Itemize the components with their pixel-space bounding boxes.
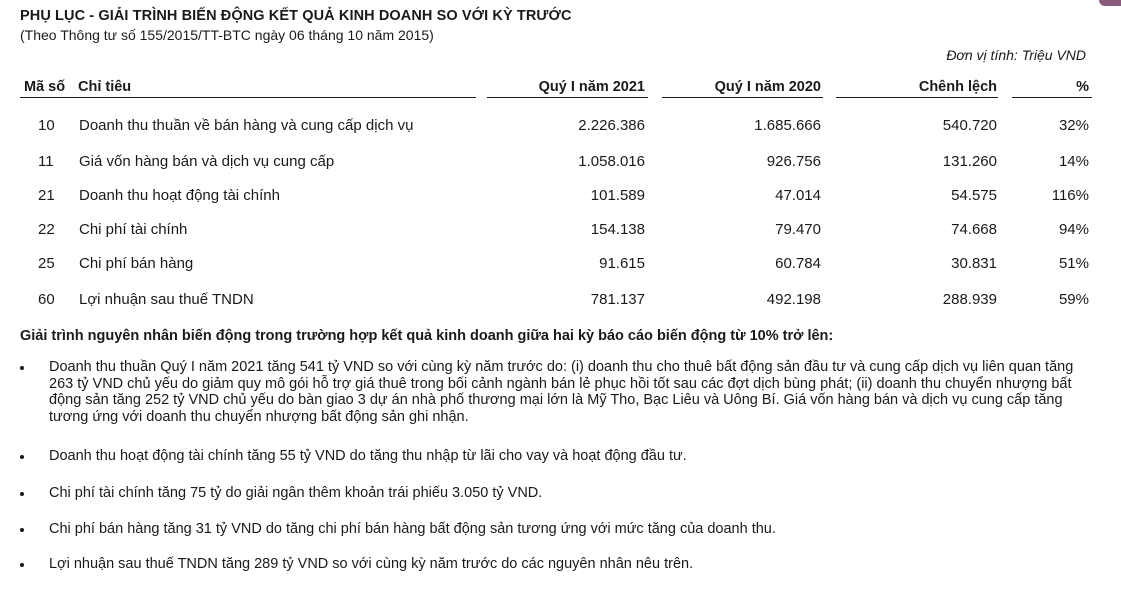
table-row (0, 291, 1121, 315)
row-code: 25 (38, 255, 55, 272)
row-pct: 14% (1058, 153, 1089, 170)
header-underline-q2021 (487, 97, 648, 98)
header-code: Mã số (24, 79, 66, 95)
bullet-icon (20, 563, 24, 567)
row-diff: 74.668 (951, 221, 997, 238)
row-code: 60 (38, 291, 55, 308)
unit-label: Đơn vị tính: Triệu VND (946, 47, 1086, 63)
row-q2020: 926.756 (766, 153, 821, 170)
header-underline-diff (836, 97, 998, 98)
page-title: PHỤ LỤC - GIẢI TRÌNH BIẾN ĐỘNG KẾT QUẢ KINH DOANH SO VỚI KỲ TRƯỚC (20, 8, 572, 24)
list-item (20, 359, 1100, 429)
row-code: 22 (38, 221, 55, 238)
row-q2021: 781.137 (590, 291, 645, 308)
bullet-text: Lợi nhuận sau thuế TNDN tăng 289 tỷ VND so với cùng kỳ năm trước do các nguyên nhân nêu trên. (49, 556, 694, 572)
row-q2020: 47.014 (775, 187, 821, 204)
bullet-text: Chi phí bán hàng tăng 31 tỷ VND do tăng chi phí bán hàng bất động sản tương ứng với mức tăng của doanh thu. (49, 521, 776, 537)
table-row (0, 117, 1121, 141)
row-code: 21 (38, 187, 55, 204)
bullet-icon (20, 455, 24, 459)
row-diff: 540.720 (942, 117, 997, 134)
header-underline-pct (1012, 97, 1092, 98)
row-q2020: 492.198 (766, 291, 821, 308)
row-item: Chi phí bán hàng (79, 255, 194, 272)
row-diff: 30.831 (951, 255, 997, 272)
table-row (0, 187, 1121, 211)
row-q2020: 60.784 (775, 255, 821, 272)
row-diff: 288.939 (942, 291, 997, 308)
explanation-title: Giải trình nguyên nhân biến động trong trường hợp kết quả kinh doanh giữa hai kỳ báo cáo biến động từ 10% trở lên: (20, 328, 834, 344)
page-subtitle: (Theo Thông tư số 155/2015/TT-BTC ngày 06 tháng 10 năm 2015) (20, 27, 434, 43)
corner-mark (1099, 0, 1121, 6)
header-pct: % (1076, 79, 1089, 95)
header-diff: Chênh lệch (918, 79, 997, 95)
row-pct: 59% (1058, 291, 1089, 308)
header-underline-item (20, 97, 476, 98)
row-q2020: 1.685.666 (754, 117, 821, 134)
bullet-icon (20, 366, 24, 370)
table-row (0, 153, 1121, 177)
row-pct: 32% (1058, 117, 1089, 134)
header-q2021: Quý I năm 2021 (538, 79, 645, 95)
table-row (0, 221, 1121, 245)
row-q2021: 2.226.386 (578, 117, 645, 134)
row-q2021: 154.138 (590, 221, 645, 238)
header-q2020: Quý I năm 2020 (714, 79, 821, 95)
row-item: Giá vốn hàng bán và dịch vụ cung cấp (79, 153, 335, 170)
row-item: Lợi nhuận sau thuế TNDN (79, 291, 254, 308)
table-row (0, 255, 1121, 279)
row-pct: 94% (1058, 221, 1089, 238)
row-q2021: 91.615 (599, 255, 645, 272)
row-pct: 116% (1051, 187, 1089, 204)
row-item: Doanh thu hoạt động tài chính (79, 187, 280, 204)
bullet-text: Chi phí tài chính tăng 75 tỷ do giải ngân thêm khoản trái phiếu 3.050 tỷ VND. (49, 485, 543, 501)
row-diff: 54.575 (951, 187, 997, 204)
row-code: 10 (38, 117, 55, 134)
row-pct: 51% (1058, 255, 1089, 272)
bullet-icon (20, 492, 24, 496)
row-diff: 131.260 (942, 153, 997, 170)
bullet-text: Doanh thu thuần Quý I năm 2021 tăng 541 tỷ VND so với cùng kỳ năm trước do: (i) doanh thu cho thuê bất động sản đầu tư và cung cấp dịch vụ liên quan tăng 263 tỷ VND chủ yếu do giảm quy mô gói hỗ trợ giá thuê trong bối cảnh ngành bán lẻ phục hồi tốt sau các đợt dịch bùng phát; (ii) doanh thu chuyển nhượng bất động sản tăng 252 tỷ VND chủ yếu do bàn giao 3 dự án nhà phố thương mại lớn là Mỹ Tho, Bạc Liêu và Uông Bí. Giá vốn hàng bán và dịch vụ cung cấp tăng tương ứng với doanh thu chuyển nhượng bất động sản ghi nhận. (49, 359, 1074, 425)
header-item: Chỉ tiêu (78, 79, 132, 95)
row-code: 11 (38, 153, 54, 170)
bullet-icon (20, 528, 24, 532)
header-underline-q2020 (662, 97, 823, 98)
row-q2021: 101.589 (590, 187, 645, 204)
row-item: Chi phí tài chính (79, 221, 188, 238)
table-header (0, 79, 1121, 101)
row-q2021: 1.058.016 (578, 153, 645, 170)
bullet-text: Doanh thu hoạt động tài chính tăng 55 tỷ VND do tăng thu nhập từ lãi cho vay và hoạt động đầu tư. (49, 448, 687, 464)
row-q2020: 79.470 (775, 221, 821, 238)
row-item: Doanh thu thuần về bán hàng và cung cấp dịch vụ (79, 117, 414, 134)
